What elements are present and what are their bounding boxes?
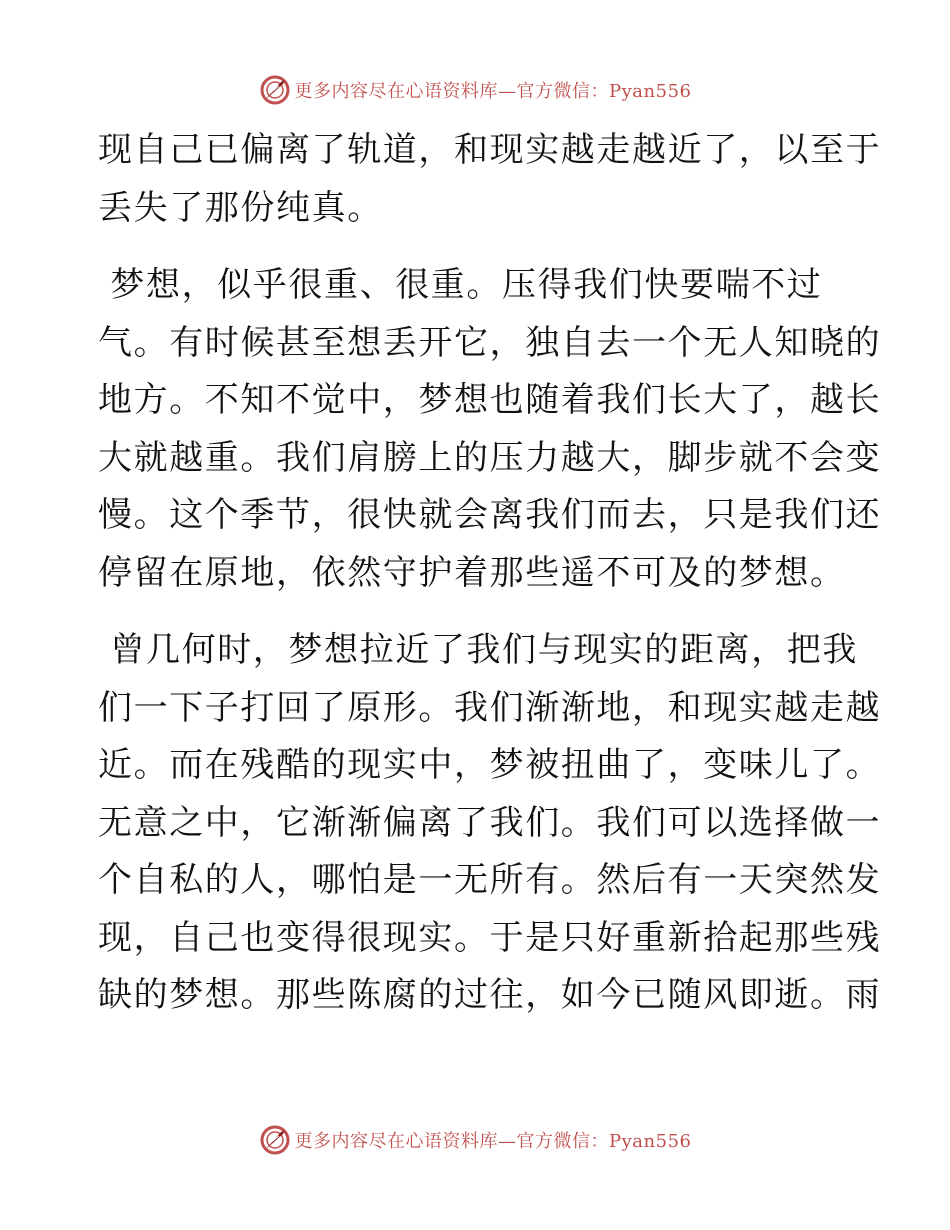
paragraph-gap xyxy=(98,237,858,257)
paragraph-1 xyxy=(98,122,882,237)
banner-wechat-label: 官方微信： xyxy=(516,81,610,102)
text-line: 丢失了那份纯真。 xyxy=(98,187,383,228)
footer-banner xyxy=(0,1120,950,1160)
text-line: 停留在原地，依然守护着那些遥不可及的梦想。 xyxy=(98,552,846,593)
document-body xyxy=(98,122,882,1025)
banner-library-text: 更多内容尽在心语资料库 xyxy=(294,81,499,102)
quill-logo-icon xyxy=(259,74,291,106)
banner-text xyxy=(295,77,692,103)
banner-separator: — xyxy=(498,1131,517,1152)
banner-wechat-id: Pyan556 xyxy=(609,81,692,102)
banner-separator: — xyxy=(498,81,517,102)
text-line: 缺的梦想。那些陈腐的过往，如今已随风即逝。雨 xyxy=(98,975,882,1015)
text-line: 梦想，似乎很重、很重。压得我们快要喘不过 xyxy=(98,265,823,305)
paragraph-gap xyxy=(98,602,858,622)
paragraph-3 xyxy=(98,622,882,1025)
banner-wechat-id: Pyan556 xyxy=(609,1131,692,1152)
text-line: 个自私的人，哪怕是一无所有。然后有一天突然发 xyxy=(98,860,882,900)
text-line: 现自己已偏离了轨道，和现实越走越近了，以至于 xyxy=(98,130,882,170)
banner-text xyxy=(295,1127,692,1153)
paragraph-2 xyxy=(98,257,882,602)
text-line: 气。有时候甚至想丢开它，独自去一个无人知晓的 xyxy=(98,322,882,363)
text-line: 大就越重。我们肩膀上的压力越大，脚步就不会变 xyxy=(98,437,882,478)
text-line: 曾几何时，梦想拉近了我们与现实的距离，把我 xyxy=(98,630,859,670)
text-line: 们一下子打回了原形。我们渐渐地，和现实越走越 xyxy=(98,687,882,728)
text-line: 无意之中，它渐渐偏离了我们。我们可以选择做一 xyxy=(98,802,882,843)
text-line: 慢。这个季节，很快就会离我们而去，只是我们还 xyxy=(98,495,882,535)
quill-logo-icon xyxy=(259,1124,291,1156)
banner-library-text: 更多内容尽在心语资料库 xyxy=(294,1131,499,1152)
banner-wechat-label: 官方微信： xyxy=(516,1131,610,1152)
text-line: 现，自己也变得很现实。于是只好重新拾起那些残 xyxy=(98,917,882,958)
text-line: 地方。不知不觉中，梦想也随着我们长大了，越长 xyxy=(98,380,882,420)
text-line: 近。而在残酷的现实中，梦被扭曲了，变味儿了。 xyxy=(98,745,882,785)
header-banner xyxy=(0,70,950,110)
